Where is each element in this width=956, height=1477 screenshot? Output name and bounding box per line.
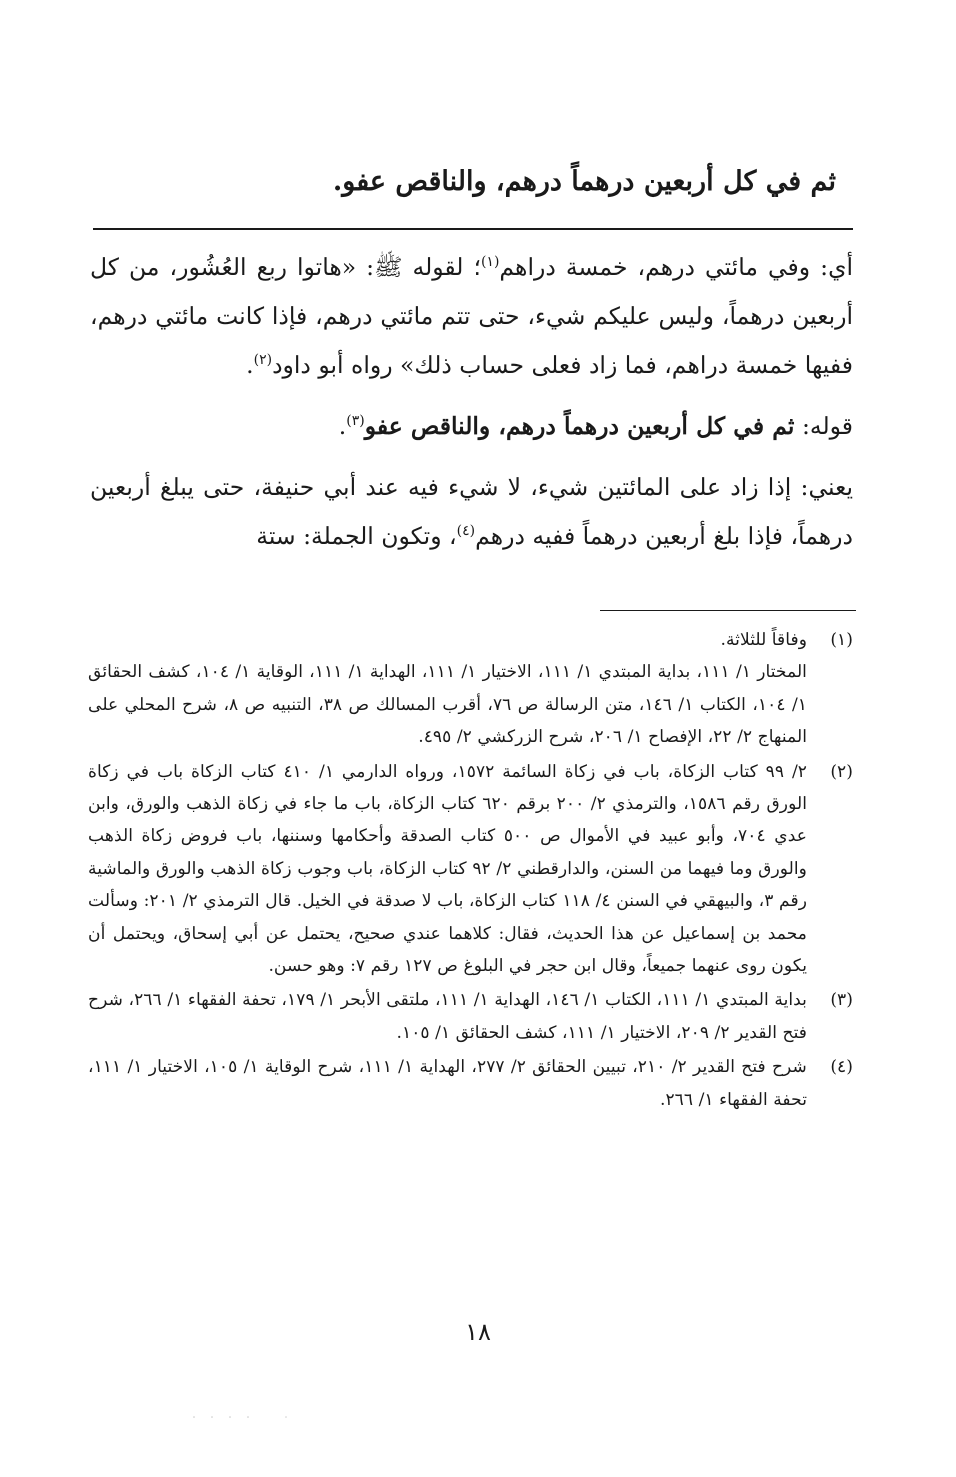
- commentary-paragraph-1: أي: وفي مائتي درهم، خمسة دراهم$^{(١)}$؛ لقوله ﷺ: «هاتوا ربع العُشُور، من كل أربعين درهماً، وليس عليكم شيء، حتى تتم مائتي درهم، فإذا كانت مائتي درهم، ففيها خمسة دراهم، فما زاد فعلى حساب ذلك» رواه أبو داود$^{(٢)}$.: [90, 253, 853, 379]
- footnote-paragraph: شرح فتح القدير ٢/ ٢١٠، تبيين الحقائق ٢/ ٢٧٧، الهداية ١/ ١١١، شرح الوقاية ١/ ١٠٥، الاختيار ١/ ١١١، تحفة الفقهاء ١/ ٢٦٦.: [88, 1057, 807, 1110]
- header-divider: [93, 228, 853, 230]
- footnote-body: [88, 984, 807, 1049]
- quoted-matn: ثم في كل أربعين درهماً درهم، والناقص عفو: [364, 412, 795, 440]
- footnote-ref-3[interactable]: (٣): [346, 413, 365, 430]
- footnote-paragraph: المختار ١/ ١١١، بداية المبتدي ١/ ١١١، الاختيار ١/ ١١١، الهداية ١/ ١١١، الوقاية ١/ ١٠٤، كشف الحقائق ١/ ١٠٤، الكتاب ١/ ١٤٦، متن الرسالة ص ٧٦، أقرب المسالك ص ٣٨، التنبيه ص ٨، شرح المحلي على المنهاج ٢/ ٢٢، الإفصاح ١/ ٢٠٦، شرح الزركشي ٢/ ٤٩٥.: [88, 662, 807, 748]
- footnote-4: [88, 1051, 853, 1116]
- footnote-number: (٣): [830, 990, 853, 1011]
- footnote-ref-2[interactable]: (٢): [253, 352, 273, 369]
- footnotes: [88, 624, 853, 1116]
- footnote-paragraph: ٢/ ٩٩ كتاب الزكاة، باب في زكاة السائمة ١٥٧٢، ورواه الدارمي ١/ ٤١٠ كتاب الزكاة باب في زكاة الورق رقم ١٥٨٦، والترمذي ٢/ ٢٠٠ برقم ٦٢٠ كتاب الزكاة، باب ما جاء في زكاة الذهب والورق، وابن عدي ٧٠٤، وأبو عبيد في الأموال ص ٥٠٠ كتاب الصدقة وأحكامها وسننها، باب فروض زكاة الذهب والورق وما فيهما من السنن، والدارقطني ٢/ ٩٢ كتاب الزكاة، باب وجوب زكاة الذهب والورق والماشية رقم ٣، والبيهقي في السنن ٤/ ١١٨ كتاب الزكاة، باب لا صدقة في الخيل. قال الترمذي ٢/ ٢٠١: وسألت محمد بن إسماعيل عن هذا الحديث، فقال: كلاهما عندي صحيح، يحتمل عن أبي إسحاق، ويحتمل أن يكون روى عنهما جميعاً، وقال ابن حجر في البلوغ ص ١٢٧ رقم ٧: وهو حسن.: [88, 761, 807, 977]
- scan-specks: [190, 1412, 310, 1422]
- footnote-number: (١): [830, 630, 853, 650]
- footnote-number: (٢): [830, 761, 853, 782]
- page-number: ١٨: [465, 1318, 491, 1346]
- commentary-paragraph-2: قوله: ثم في كل أربعين درهماً درهم، والناقص عفو$^{(٣)}$.: [338, 412, 853, 440]
- footnote-divider: [600, 610, 856, 611]
- footnote-body: [88, 1051, 807, 1116]
- footnote-2: [88, 756, 853, 983]
- footnote-ref-1[interactable]: (١): [480, 254, 500, 271]
- commentary-body: [90, 243, 853, 561]
- footnote-paragraph: وفاقاً للثلاثة.: [720, 630, 807, 650]
- commentary-paragraph-3: يعني: إذا زاد على المائتين شيء، لا شيء فيه عند أبي حنيفة، حتى يبلغ أربعين درهماً، فإذا بلغ أربعين درهماً ففيه درهم$^{(٤)}$، وتكون الجملة: ستة: [90, 473, 853, 550]
- footnote-ref-4[interactable]: (٤): [456, 523, 476, 540]
- footnote-1: [88, 624, 853, 754]
- footnote-body: [88, 624, 807, 754]
- footnote-paragraph: بداية المبتدي ١/ ١١١، الكتاب ١/ ١٤٦، الهداية ١/ ١١١، ملتقى الأبحر ١/ ١٧٩، تحفة الفقهاء ١/ ٢٦٦، شرح فتح القدير ٢/ ٢٠٩، الاختيار ١/ ١١١، كشف الحقائق ١/ ١٠٥.: [88, 990, 807, 1043]
- footnote-3: [88, 984, 853, 1049]
- footnote-body: [88, 756, 807, 983]
- matn-header: ثم في كل أربعين درهماً درهم، والناقص عفو.: [332, 166, 836, 197]
- footnote-number: (٤): [830, 1057, 853, 1078]
